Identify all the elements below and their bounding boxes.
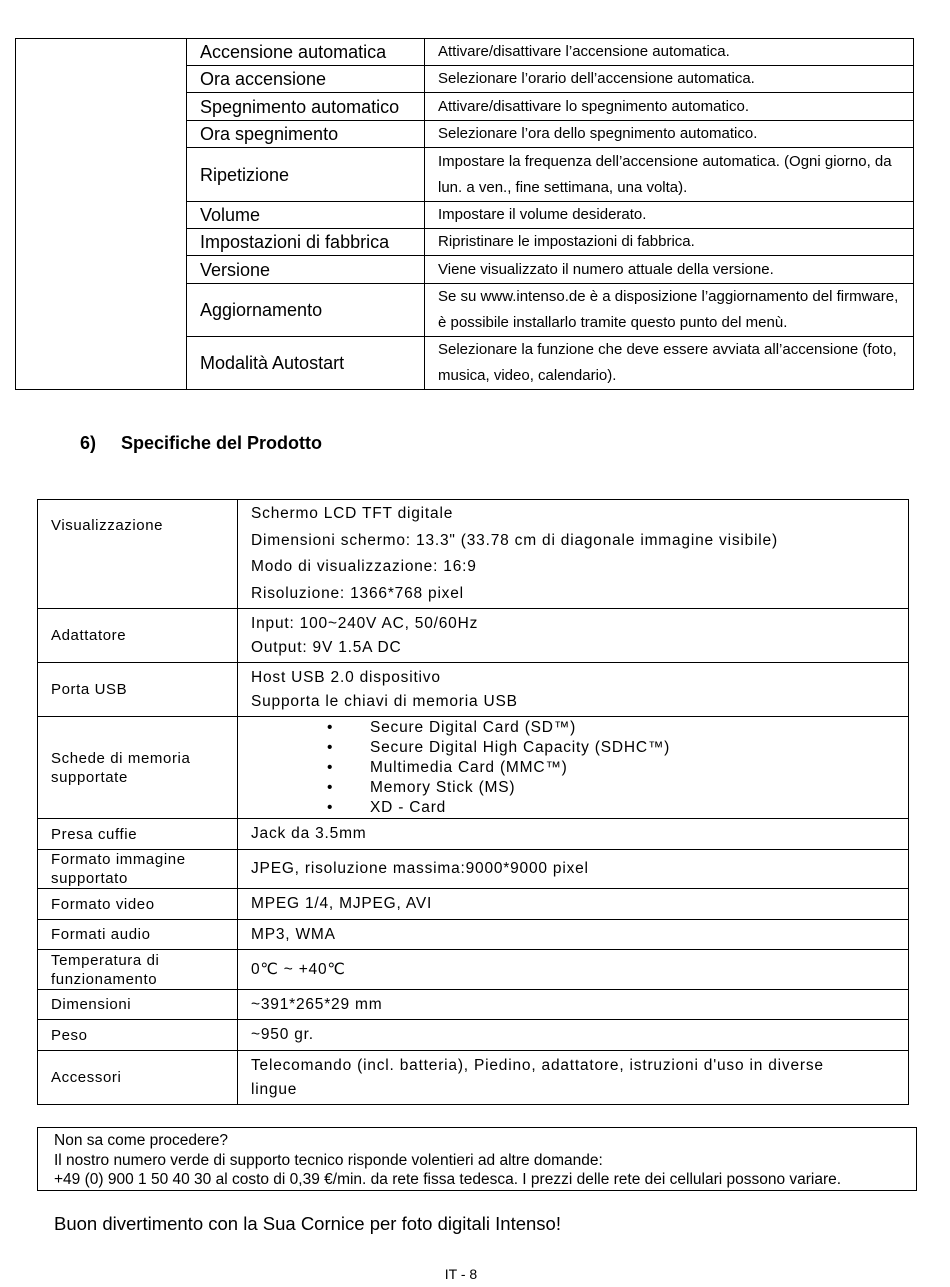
support-box <box>37 1127 917 1191</box>
settings-row <box>187 93 913 121</box>
spec-line: Dimensioni schermo: 13.3" (33.78 cm di diagonale immagine visibile) <box>251 531 778 549</box>
spec-value: MPEG 1/4, MJPEG, AVI <box>251 895 433 912</box>
setting-label: Ora spegnimento <box>187 121 425 147</box>
settings-row <box>187 337 913 389</box>
settings-row <box>187 229 913 256</box>
spec-row-temperatura <box>38 950 908 990</box>
spec-row-porta-usb <box>38 663 908 717</box>
settings-row <box>187 66 913 93</box>
spec-row-cuffie <box>38 819 908 850</box>
spec-value: MP3, WMA <box>251 925 336 943</box>
setting-description: Selezionare l’orario dell’accensione automatica. <box>438 70 755 87</box>
memory-card-list <box>251 718 908 818</box>
spec-line: lingue <box>251 1080 298 1098</box>
support-question: Non sa come procedere? <box>54 1132 229 1149</box>
spec-label: Dimensioni <box>38 990 238 1019</box>
section-heading <box>80 433 322 454</box>
settings-row <box>187 148 913 202</box>
spec-value: ~950 gr. <box>251 1026 314 1043</box>
setting-label: Volume <box>187 202 425 228</box>
list-item: • XD - Card <box>251 798 908 818</box>
support-phone: +49 (0) 900 1 50 40 30 al costo di 0,39 €/min. da rete fissa tedesca. I prezzi delle rete dei cellulari possono variare. <box>54 1171 842 1188</box>
setting-label: Impostazioni di fabbrica <box>187 229 425 255</box>
spec-line: Supporta le chiavi di memoria USB <box>251 692 518 710</box>
settings-empty-column <box>16 39 187 389</box>
spec-value <box>238 609 908 662</box>
setting-label: Modalità Autostart <box>187 337 425 389</box>
list-item: • Multimedia Card (MMC™) <box>251 758 908 778</box>
spec-table <box>37 499 909 1105</box>
setting-description: Attivare/disattivare l’accensione automatica. <box>438 43 730 60</box>
setting-description: Impostare il volume desiderato. <box>438 206 647 223</box>
spec-label: Temperatura di funzionamento <box>38 950 238 989</box>
spec-row-dimensioni <box>38 990 908 1020</box>
list-item: • Secure Digital Card (SD™) <box>251 718 908 738</box>
spec-value: 0℃ ~ +40℃ <box>251 961 346 978</box>
spec-line: Output: 9V 1.5A DC <box>251 638 402 656</box>
page-number: IT - 8 <box>444 1266 478 1282</box>
spec-label: Formato video <box>38 889 238 919</box>
settings-row <box>187 284 913 337</box>
spec-row-adattatore <box>38 609 908 663</box>
setting-description: Selezionare l’ora dello spegnimento automatico. <box>438 125 758 142</box>
spec-line: Host USB 2.0 dispositivo <box>251 668 441 686</box>
closing-text: Buon divertimento con la Sua Cornice per foto digitali Intenso! <box>54 1213 561 1234</box>
spec-value: JPEG, risoluzione massima:9000*9000 pixel <box>251 860 589 877</box>
setting-description: Viene visualizzato il numero attuale della versione. <box>438 260 774 278</box>
settings-table <box>15 38 914 390</box>
spec-line: Input: 100~240V AC, 50/60Hz <box>251 614 479 632</box>
list-item: • Memory Stick (MS) <box>251 778 908 798</box>
spec-value <box>238 1051 908 1104</box>
section-title: Specifiche del Prodotto <box>121 433 323 453</box>
setting-label: Ora accensione <box>187 66 425 92</box>
spec-value <box>238 717 908 818</box>
spec-line: Telecomando (incl. batteria), Piedino, adattatore, istruzioni d'uso in diverse <box>251 1056 824 1074</box>
spec-row-immagine <box>38 850 908 889</box>
setting-description: Se su www.intenso.de è a disposizione l’aggiornamento del firmware, è possibile installarlo tramite questo punto del menù. <box>438 288 899 331</box>
setting-description: Attivare/disattivare lo spegnimento automatico. <box>438 97 749 115</box>
settings-row <box>187 256 913 284</box>
setting-label: Aggiornamento <box>187 284 425 336</box>
spec-value <box>238 500 908 608</box>
setting-label: Spegnimento automatico <box>187 93 425 120</box>
settings-row <box>187 202 913 229</box>
spec-label: Porta USB <box>38 663 238 716</box>
setting-label: Accensione automatica <box>187 39 425 65</box>
setting-description: Impostare la frequenza dell’accensione automatica. (Ogni giorno, da lun. a ven., fine settimana, una volta). <box>438 152 892 196</box>
setting-description: Ripristinare le impostazioni di fabbrica. <box>438 233 695 250</box>
spec-row-peso <box>38 1020 908 1051</box>
spec-label: Presa cuffie <box>38 819 238 849</box>
setting-label: Ripetizione <box>187 148 425 201</box>
spec-label: Accessori <box>38 1051 238 1104</box>
support-info: Il nostro numero verde di supporto tecnico risponde volentieri ad altre domande: <box>54 1151 603 1169</box>
settings-row <box>187 39 913 66</box>
spec-value <box>238 663 908 716</box>
list-item: • Secure Digital High Capacity (SDHC™) <box>251 738 908 758</box>
setting-label: Versione <box>187 256 425 283</box>
spec-row-audio <box>38 920 908 950</box>
setting-description: Selezionare la funzione che deve essere avviata all’accensione (foto, musica, video, calendario). <box>438 341 897 384</box>
spec-label: Formato immagine supportato <box>38 850 238 888</box>
spec-label: Formati audio <box>38 920 238 949</box>
settings-row <box>187 121 913 148</box>
spec-row-visualizzazione <box>38 500 908 609</box>
spec-row-schede <box>38 717 908 819</box>
spec-row-video <box>38 889 908 920</box>
spec-label: Peso <box>38 1020 238 1050</box>
spec-label: Visualizzazione <box>38 500 238 608</box>
spec-value: ~391*265*29 mm <box>251 995 383 1013</box>
spec-line: Schermo LCD TFT digitale <box>251 505 454 522</box>
spec-line: Modo di visualizzazione: 16:9 <box>251 558 477 575</box>
spec-label: Adattatore <box>38 609 238 662</box>
spec-row-accessori <box>38 1051 908 1104</box>
spec-line: Risoluzione: 1366*768 pixel <box>251 584 464 602</box>
spec-label: Schede di memoria supportate <box>38 717 238 818</box>
spec-value: Jack da 3.5mm <box>251 825 367 842</box>
section-number: 6) <box>80 433 97 453</box>
